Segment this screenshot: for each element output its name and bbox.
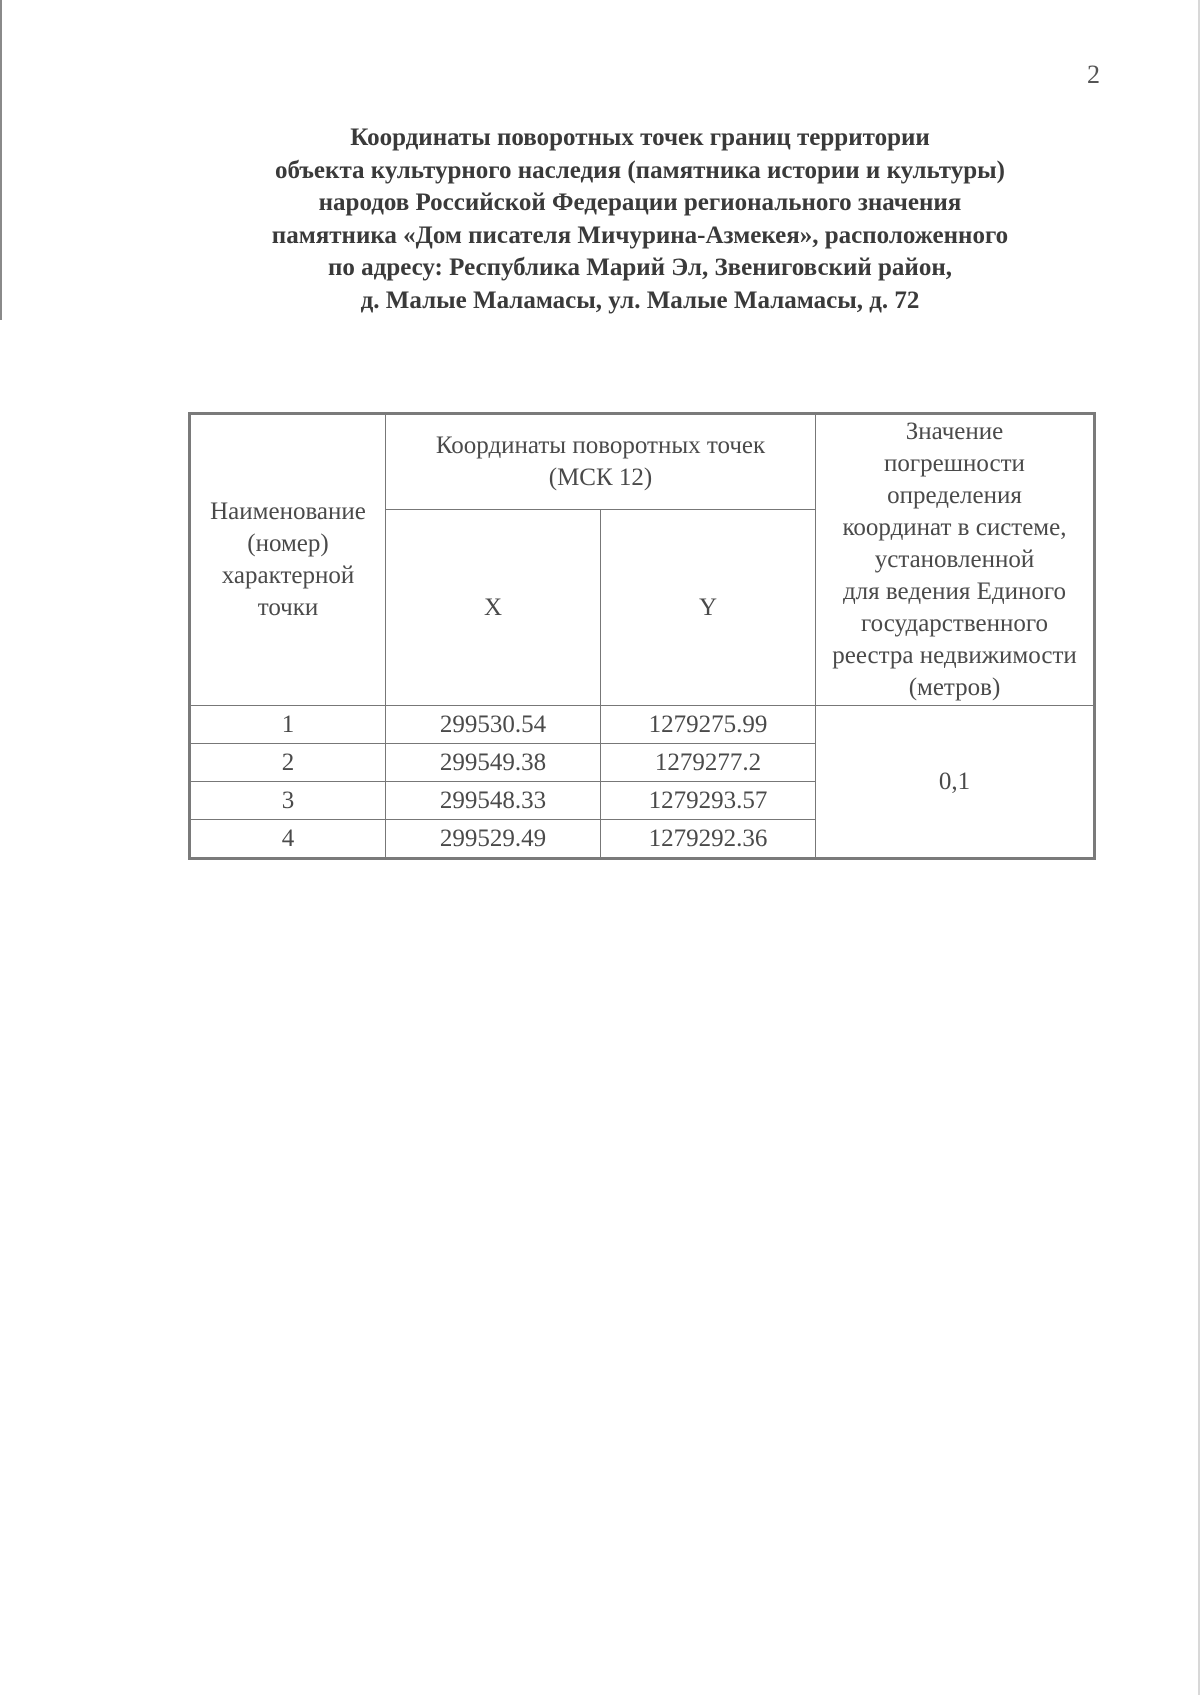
header-point-name: Наименование (номер) характерной точки [190, 414, 386, 706]
cell-error-value: 0,1 [816, 706, 1095, 859]
cell-point: 1 [190, 706, 386, 744]
title-line: народов Российской Федерации регионального значения [318, 189, 962, 216]
document-title [160, 122, 1120, 317]
cell-x: 299548.33 [386, 782, 601, 820]
cell-point: 2 [190, 744, 386, 782]
title-line: д. Малые Маламасы, ул. Малые Маламасы, д. 72 [360, 286, 920, 314]
cell-y: 1279292.36 [601, 820, 816, 859]
title-line: объекта культурного наследия (памятника истории и культуры) [274, 156, 1005, 184]
cell-point: 4 [190, 820, 386, 859]
cell-x: 299529.49 [386, 820, 601, 859]
cell-y: 1279275.99 [601, 706, 816, 744]
header-x: X [386, 510, 601, 706]
cell-x: 299549.38 [386, 744, 601, 782]
page-number: 2 [1087, 60, 1100, 89]
title-line: по адресу: Республика Марий Эл, Звениговский район, [328, 254, 952, 281]
cell-point: 3 [190, 782, 386, 820]
header-coordinates: Координаты поворотных точек (МСК 12) [386, 414, 816, 510]
header-error-value: Значение погрешности определения координат в системе, установленной для ведения Единого государственного реестра недвижимости (метров) [816, 414, 1095, 706]
title-line: Координаты поворотных точек границ территории [350, 124, 930, 151]
cell-x: 299530.54 [386, 706, 601, 744]
table-row [190, 706, 1095, 744]
cell-y: 1279293.57 [601, 782, 816, 820]
scan-edge-left [0, 0, 2, 320]
coordinates-table [188, 412, 1096, 860]
title-line: памятника «Дом писателя Мичурина-Азмекея», расположенного [271, 221, 1009, 249]
header-y: Y [601, 510, 816, 706]
table-header-row [190, 414, 1095, 510]
cell-y: 1279277.2 [601, 744, 816, 782]
